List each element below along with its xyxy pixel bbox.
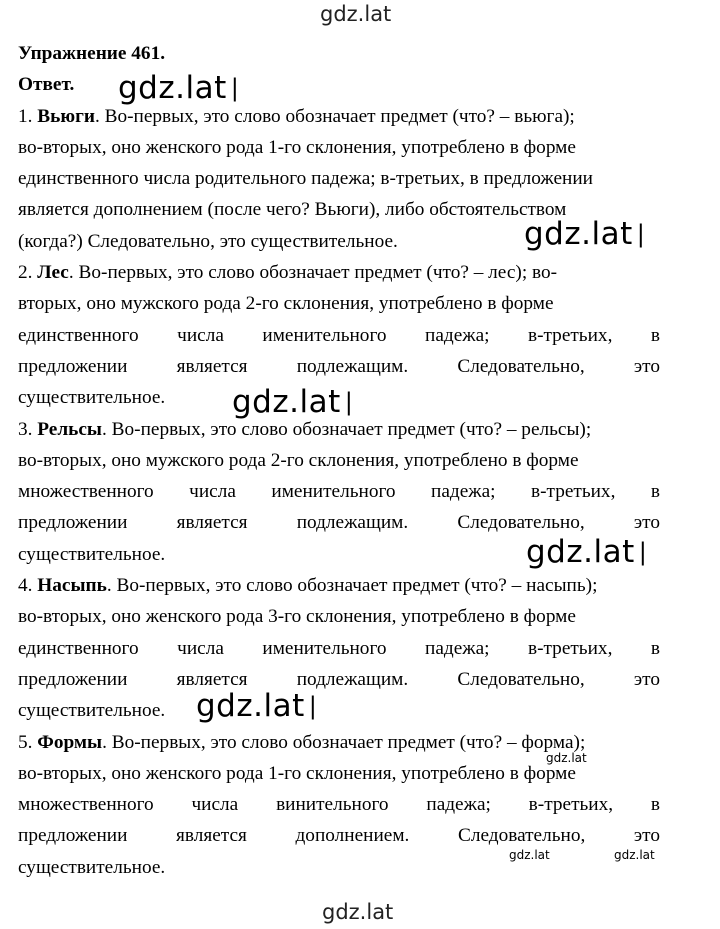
watermark-8: gdz.lat xyxy=(614,848,655,862)
answer-line: является дополнением (после чего? Вьюги), либо обстоятельством xyxy=(18,199,567,221)
answer-line: (когда?) Следовательно, это существительное. xyxy=(18,230,398,252)
answer-item xyxy=(18,570,660,726)
item-word: Формы xyxy=(37,731,103,753)
answer-line: во-вторых, оно женского рода 3-го склонения, употреблено в форме xyxy=(18,606,576,628)
item-number: 1. xyxy=(18,105,38,127)
answer-line: единственного числа именительного падежа; в-третьих, в xyxy=(18,324,660,346)
item-number: 4. xyxy=(18,575,38,597)
answer-line: предложении является подлежащим. Следовательно, это xyxy=(18,668,660,690)
watermark-6: gdz.lat xyxy=(546,751,587,765)
item-number: 3. xyxy=(18,418,38,440)
answer-line: предложении является подлежащим. Следовательно, это xyxy=(18,512,660,534)
item-text: . Во-первых, это слово обозначает предмет (что? – рельсы); xyxy=(102,418,592,440)
watermark-4: gdz.lat | xyxy=(526,534,647,570)
answer-line: существительное. xyxy=(18,856,166,878)
watermark-2: gdz.lat | xyxy=(524,216,645,252)
item-word: Лес xyxy=(37,262,69,284)
answer-line: предложении является дополнением. Следовательно, это xyxy=(18,825,660,847)
answer-line xyxy=(18,101,660,132)
answer-line: существительное. xyxy=(18,387,166,409)
exercise-heading: Упражнение 461. xyxy=(18,43,166,64)
answer-line: во-вторых, оно мужского рода 2-го склонения, употреблено в форме xyxy=(18,449,579,471)
watermark-bottom: gdz.lat xyxy=(322,900,394,924)
answer-line: во-вторых, оно женского рода 1-го склонения, употреблено в форме xyxy=(18,136,576,158)
answer-line: вторых, оно мужского рода 2-го склонения, употреблено в форме xyxy=(18,293,554,315)
answer-line xyxy=(18,570,660,601)
item-text: . Во-первых, это слово обозначает предмет (что? – насыпь); xyxy=(106,575,598,597)
watermark-5: gdz.lat | xyxy=(196,688,317,724)
answer-line: множественного числа именительного падежа; в-третьих, в xyxy=(18,481,660,503)
answer-line xyxy=(18,257,660,288)
answer-line: существительное. xyxy=(18,543,166,565)
item-number: 5. xyxy=(18,731,38,753)
item-word: Рельсы xyxy=(37,418,102,440)
watermark-3: gdz.lat | xyxy=(232,384,353,420)
item-word: Насыпь xyxy=(37,575,107,597)
answer-line: во-вторых, оно женского рода 1-го склонения, употреблено в форме xyxy=(18,762,576,784)
item-text: . Во-первых, это слово обозначает предмет (что? – вьюга); xyxy=(94,105,575,127)
answer-label: Ответ. xyxy=(18,74,75,96)
answer-line: единственного числа именительного падежа; в-третьих, в xyxy=(18,637,660,659)
answer-item xyxy=(18,727,660,883)
answer-line: предложении является подлежащим. Следовательно, это xyxy=(18,355,660,377)
watermark-7: gdz.lat xyxy=(509,848,550,862)
item-number: 2. xyxy=(18,262,38,284)
watermark-top: gdz.lat xyxy=(320,2,392,26)
answer-line: единственного числа родительного падежа; в-третьих, в предложении xyxy=(18,168,593,190)
item-text: . Во-первых, это слово обозначает предмет (что? – лес); во- xyxy=(68,262,558,284)
item-text: . Во-первых, это слово обозначает предмет (что? – форма); xyxy=(102,731,586,753)
answer-line: множественного числа винительного падежа; в-третьих, в xyxy=(18,794,660,816)
item-word: Вьюги xyxy=(37,105,95,127)
watermark-1: gdz.lat | xyxy=(118,70,239,106)
answer-line: существительное. xyxy=(18,700,166,722)
